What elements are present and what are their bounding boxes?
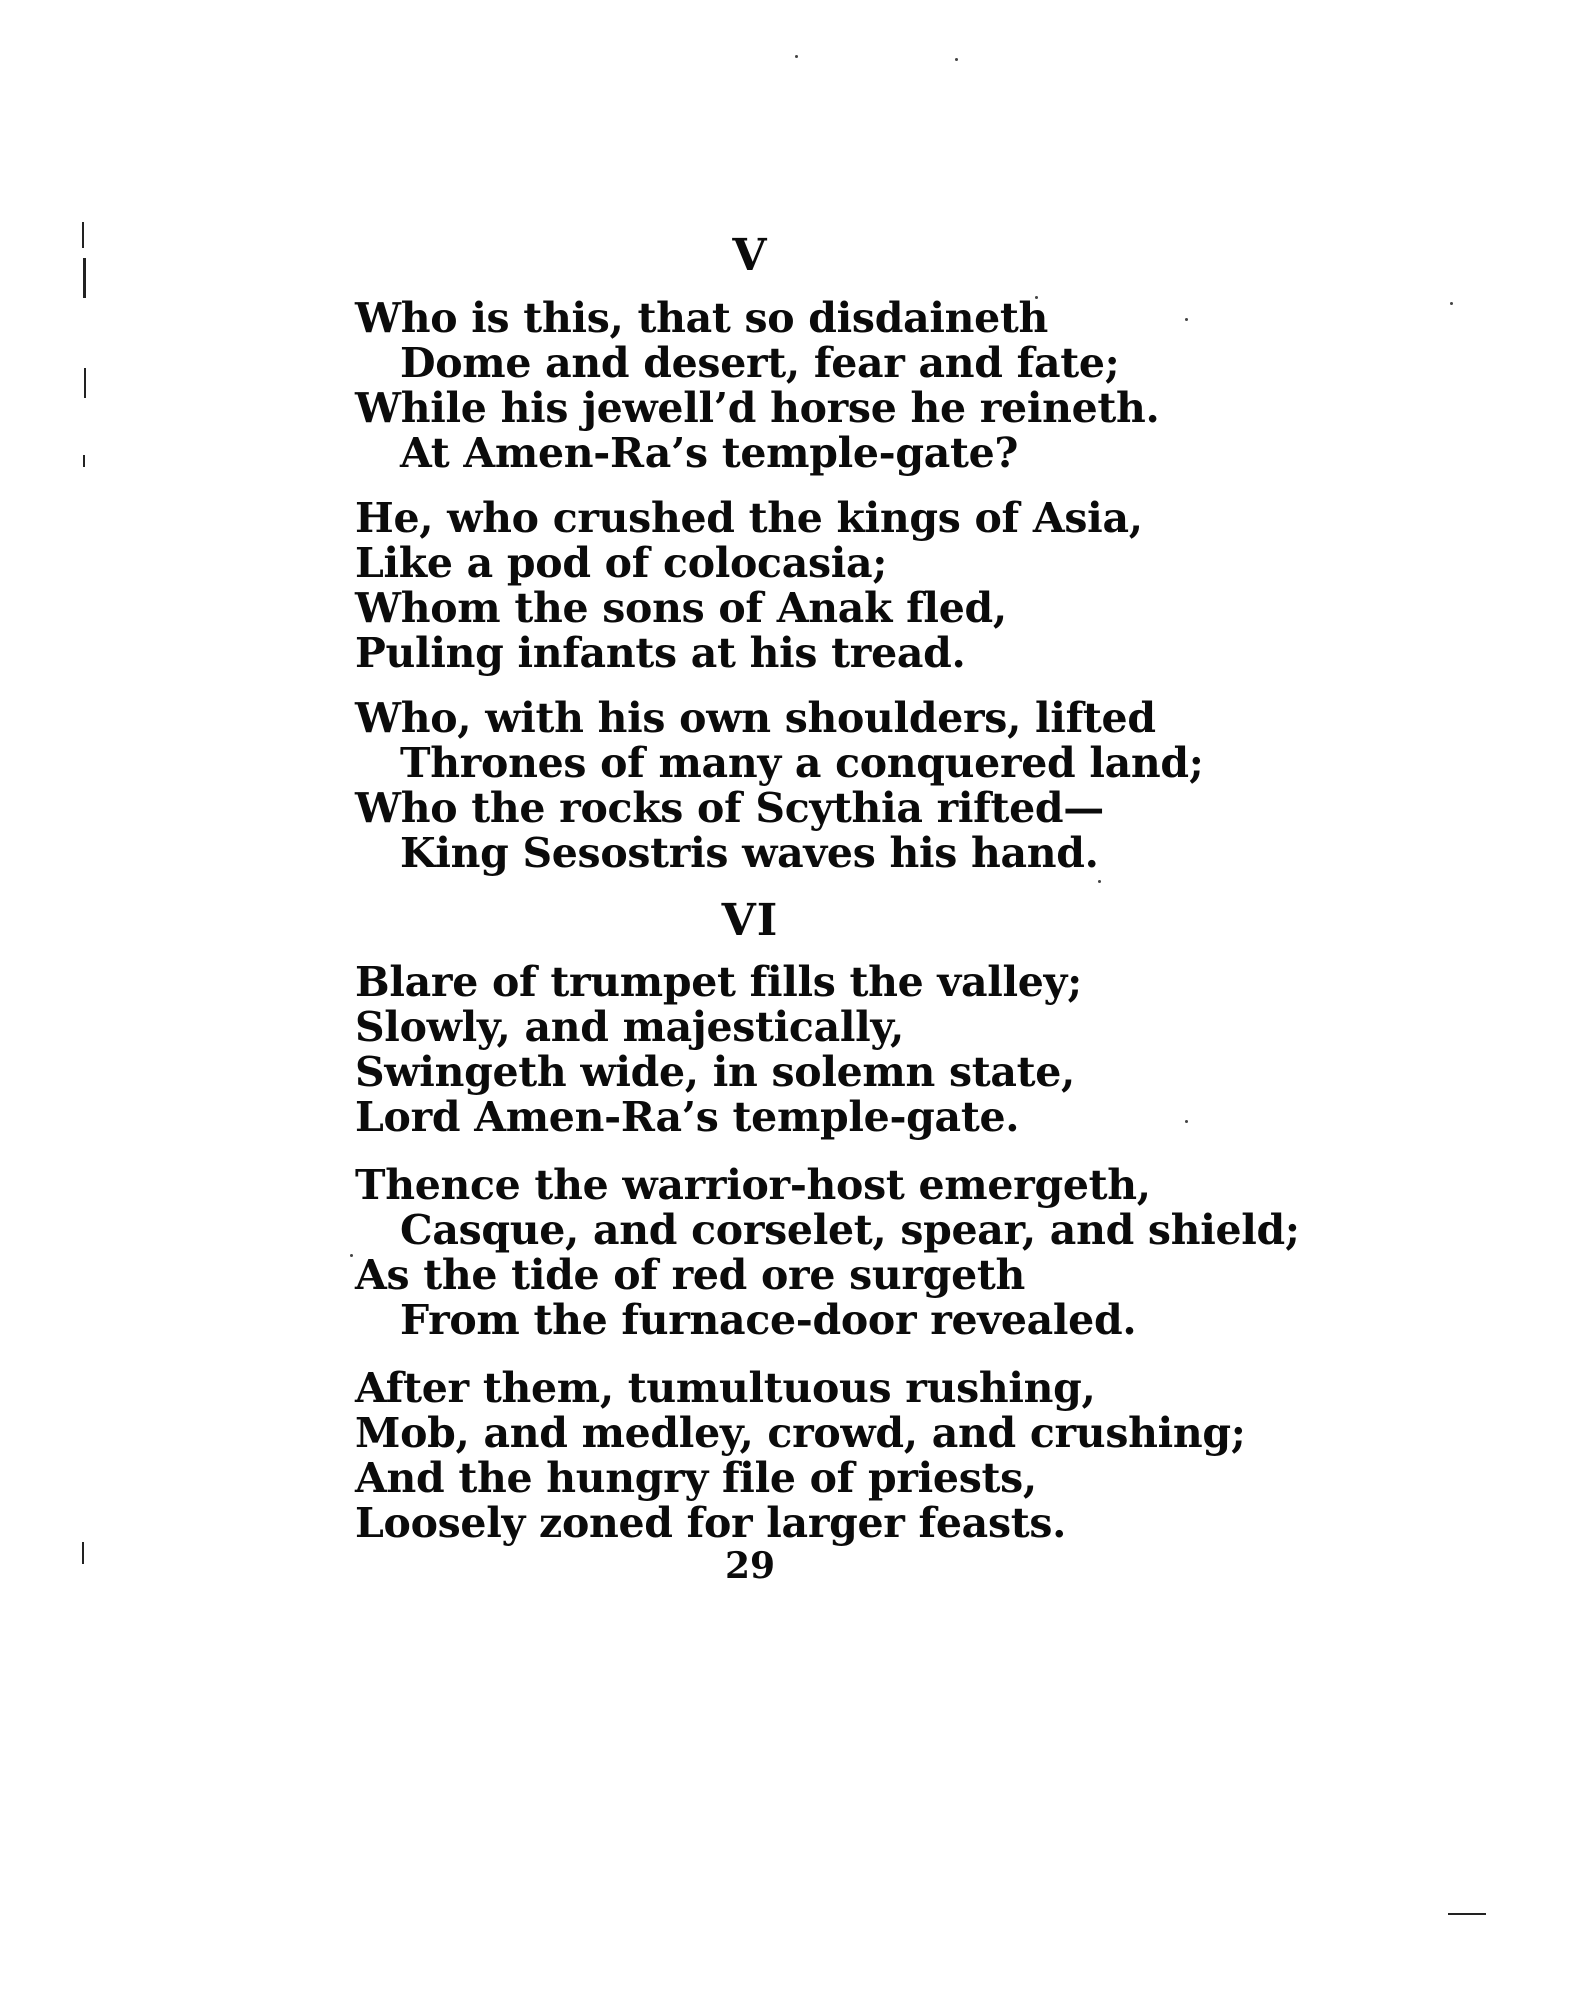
poem-line: Loosely zoned for larger feasts. — [355, 1499, 1067, 1547]
poem-line: King Sesostris waves his hand. — [400, 829, 1099, 877]
stanza — [355, 496, 1143, 676]
poem-line: Who, with his own shoulders, lifted — [355, 694, 1156, 742]
poem-line: Thence the warrior-host emergeth, — [355, 1161, 1151, 1209]
scan-mark — [1448, 1913, 1486, 1915]
stanza — [355, 1163, 1300, 1343]
scan-dot — [1185, 318, 1188, 321]
stanza — [355, 296, 1160, 476]
section-heading-v: V — [732, 230, 768, 281]
poem-line: Who the rocks of Scythia rifted— — [355, 784, 1104, 832]
poem-line: Like a pod of colocasia; — [355, 539, 888, 587]
scan-dot — [955, 58, 958, 61]
scan-dot — [1185, 1120, 1188, 1123]
stanza — [355, 696, 1204, 876]
scan-mark — [83, 455, 85, 467]
section-heading-vi: VI — [721, 895, 779, 946]
poem-line: Puling infants at his tread. — [355, 629, 966, 677]
poem-line: He, who crushed the kings of Asia, — [355, 494, 1143, 542]
poem-line: After them, tumultuous rushing, — [355, 1364, 1096, 1412]
poem-line: Slowly, and majestically, — [355, 1003, 904, 1051]
poem-line: And the hungry file of priests, — [355, 1454, 1037, 1502]
poem-line: As the tide of red ore surgeth — [355, 1251, 1026, 1299]
poem-line: While his jewell’d horse he reineth. — [355, 384, 1160, 432]
poem-line: Casque, and corselet, spear, and shield; — [400, 1206, 1300, 1254]
scan-mark — [84, 368, 86, 398]
scan-dot — [1450, 302, 1453, 305]
stanza — [355, 1366, 1246, 1546]
poem-line: Blare of trumpet fills the valley; — [355, 958, 1082, 1006]
poem-line: Swingeth wide, in solemn state, — [355, 1048, 1076, 1096]
poem-line: Lord Amen-Ra’s temple-gate. — [355, 1093, 1020, 1141]
scan-dot — [1098, 880, 1101, 883]
scan-dot — [350, 1254, 353, 1257]
poem-line: Dome and desert, fear and fate; — [400, 339, 1120, 387]
poem-line: Thrones of many a conquered land; — [400, 739, 1204, 787]
poem-line: Who is this, that so disdaineth — [355, 294, 1049, 342]
poem-line: From the furnace-door revealed. — [400, 1296, 1137, 1344]
poem-line: Whom the sons of Anak fled, — [355, 584, 1007, 632]
page-number: 29 — [724, 1545, 776, 1587]
poem-line: Mob, and medley, crowd, and crushing; — [355, 1409, 1246, 1457]
stanza — [355, 960, 1082, 1140]
scan-dot — [795, 55, 798, 58]
poem-line: At Amen-Ra’s temple-gate? — [400, 429, 1019, 477]
